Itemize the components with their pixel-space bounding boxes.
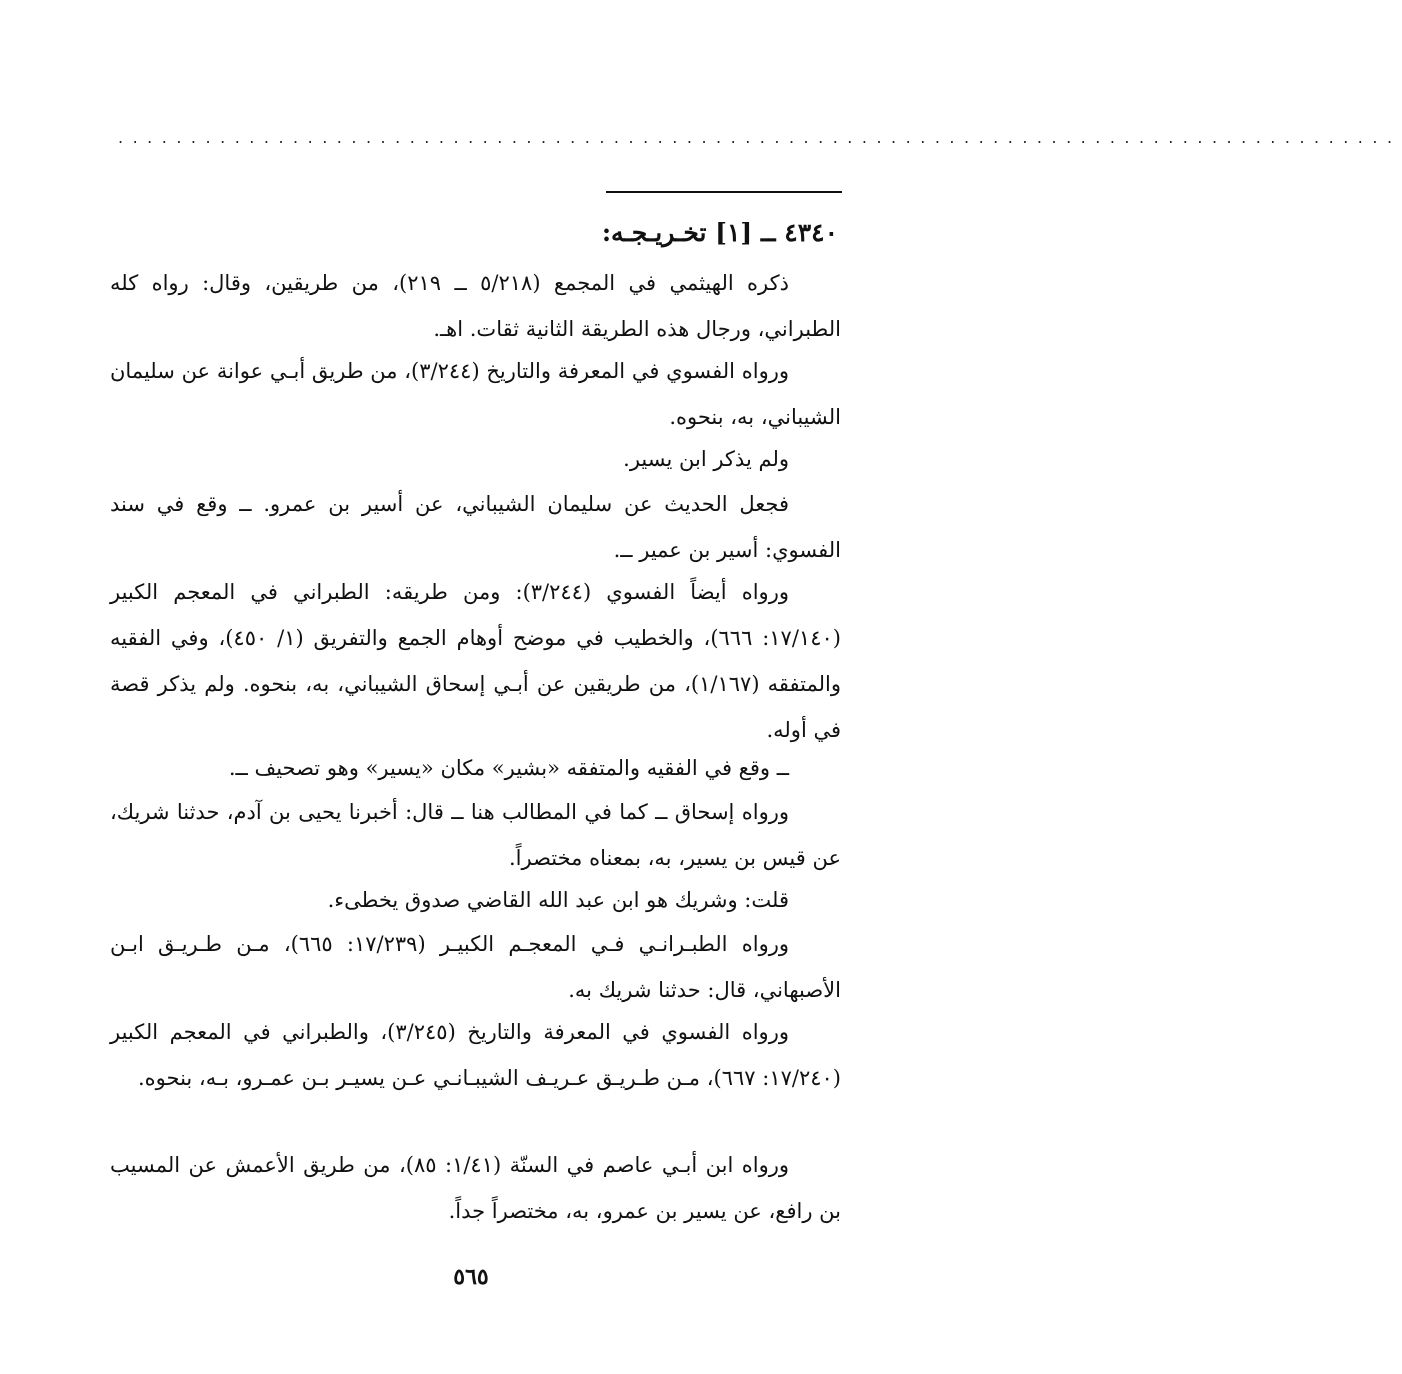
paragraph-1: ذكره الهيثمي في المجمع (٥/٢١٨ ــ ٢١٩)، من طريقين، وقال: رواه كله الطبراني، ورجال هذه الطريقة الثانية ثقات. اهـ. <box>110 271 841 341</box>
paragraph-2: ورواه الفسوي في المعرفة والتاريخ (٣/٢٤٤)، من طريق أبـي عوانة عن سليمان الشيباني، به، بنحوه. <box>110 359 841 429</box>
paragraph-11: ورواه ابن أبـي عاصم في السنّة (١/٤١: ٨٥)، من طريق الأعمش عن المسيب بن رافع، عن يسير بن عمرو، به، مختصراً جداً. <box>110 1153 841 1223</box>
section-heading: ٤٣٤٠ ــ [١] تخـريـجـه: <box>601 218 838 247</box>
footnote-rule <box>606 191 842 193</box>
paragraph-5: ورواه أيضاً الفسوي (٣/٢٤٤): ومن طريقه: الطبراني في المعجم الكبير (١٧/١٤٠: ٦٦٦)، والخطيب في موضح أوهام الجمع والتفريق (١/ ٤٥٠)، وفي الفقيه والمتفقه (١/١٦٧)، من طريقين عن أبـي إسحاق الشيباني، به، بنحوه. ولم يذكر قصة في أوله. <box>110 580 841 742</box>
dotted-separator: ........................................................................................ <box>118 128 1402 147</box>
paragraph-7: ورواه إسحاق ــ كما في المطالب هنا ــ قال: أخبرنا يحيى بن آدم، حدثنا شريك، عن قيس بن يسير، به، بمعناه مختصراً. <box>110 800 841 870</box>
page-number: ٥٦٥ <box>453 1264 489 1290</box>
paragraph-4: فجعل الحديث عن سليمان الشيباني، عن أسير بن عمرو. ــ وقع في سند الفسوي: أسير بن عمير ــ. <box>110 492 841 562</box>
paragraph-9: ورواه الطبـرانـي فـي المعجـم الكبيـر (١٧/٢٣٩: ٦٦٥)، مـن طـريـق ابـن الأصبهاني، قال: حدثنا شريك به. <box>110 932 841 1002</box>
paragraph-6: ــ وقع في الفقيه والمتفقه «بشير» مكان «يسير» وهو تصحيف ــ. <box>228 756 789 780</box>
paragraph-3: ولم يذكر ابن يسير. <box>623 447 789 471</box>
paragraph-8: قلت: وشريك هو ابن عبد الله القاضي صدوق يخطىء. <box>327 888 789 912</box>
paragraph-10: ورواه الفسوي في المعرفة والتاريخ (٣/٢٤٥)، والطبراني في المعجم الكبير (١٧/٢٤٠: ٦٦٧)، مـن طـريـق عـريـف الشيبـانـي عـن يسيـر بـن عمـرو، بـه، بنحوه. <box>110 1020 841 1090</box>
